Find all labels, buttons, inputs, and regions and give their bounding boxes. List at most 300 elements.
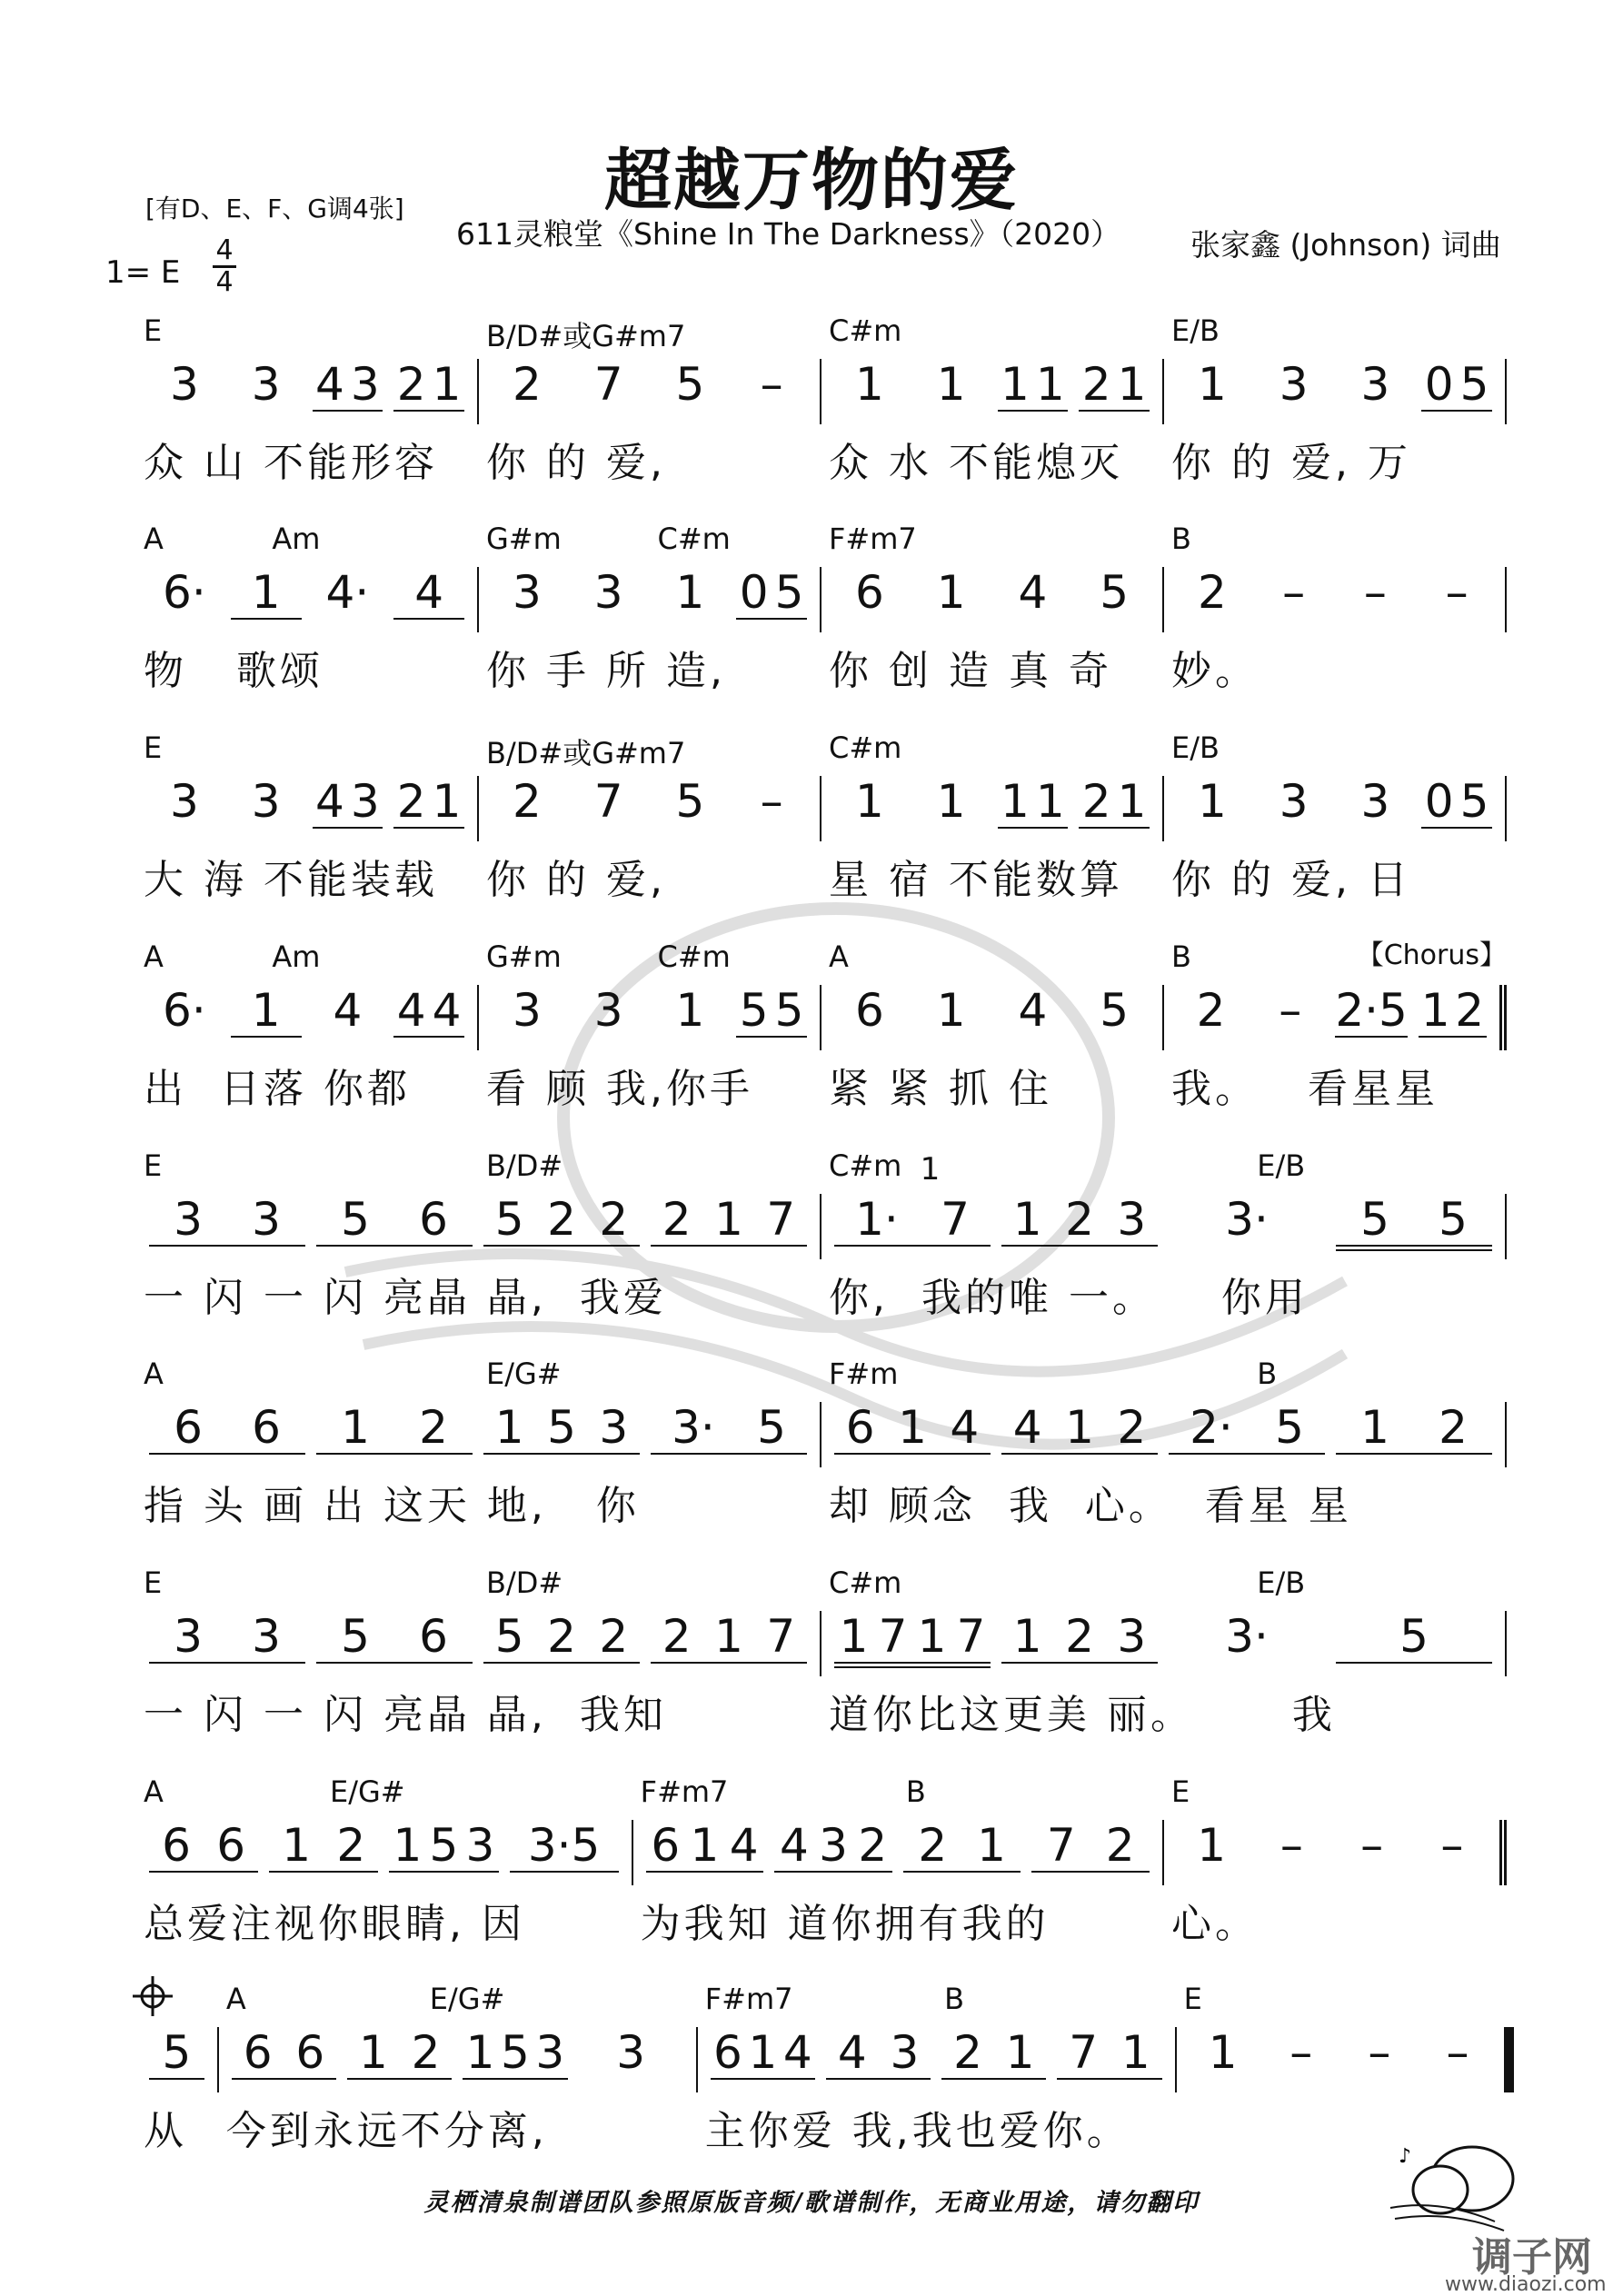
note: 6 <box>174 1401 203 1454</box>
lyric-text: 从 <box>144 2108 187 2154</box>
note-beat <box>916 776 987 827</box>
lyric-text: 你, 我的唯 一。 你用 <box>829 1275 1309 1321</box>
note: 3 <box>1360 358 1390 411</box>
note-beat <box>1419 985 1487 1038</box>
score-line <box>136 522 1507 712</box>
note-beat <box>492 776 563 827</box>
note: 2 <box>953 2026 982 2079</box>
note: 5 <box>1399 1610 1429 1663</box>
lyric-text: 你 的 爱, <box>486 857 666 903</box>
note: 1 <box>1005 2026 1035 2079</box>
chord-lane <box>479 731 821 770</box>
lyric-text: 紧 紧 抓 住 <box>829 1066 1052 1112</box>
note-beat <box>651 1611 807 1664</box>
chord-symbol: A <box>225 1982 246 2016</box>
chord-lane <box>1164 522 1507 558</box>
note: 4 <box>396 984 426 1037</box>
note: – <box>1289 2026 1313 2079</box>
note: 3 <box>169 358 199 411</box>
chord-lane <box>1164 1774 1507 1811</box>
note-beat <box>393 567 464 620</box>
note: 5 <box>675 775 705 828</box>
note-beat <box>651 1402 807 1455</box>
note: 1 <box>1120 2026 1150 2079</box>
note: 4 <box>1018 984 1048 1037</box>
note-beat <box>1079 359 1150 412</box>
note: 1 <box>1035 775 1065 828</box>
chord-lane <box>136 1982 219 2018</box>
measure <box>633 1774 1164 1965</box>
note: 7 <box>956 1610 986 1663</box>
measure <box>479 522 821 712</box>
chord-symbol: C#m <box>829 1148 902 1183</box>
lyric-text: 心。 <box>1171 1901 1259 1947</box>
lyric-text: 妙。 <box>1171 648 1259 694</box>
note-beat <box>916 985 987 1036</box>
note-beat <box>149 985 220 1036</box>
chord-symbol: B <box>1257 1357 1278 1391</box>
note-beat <box>573 359 644 410</box>
measure <box>821 939 1164 1130</box>
note: – <box>1363 566 1387 619</box>
lyric-text: 大 海 不能装载 <box>144 857 438 903</box>
note-beat <box>1340 567 1411 618</box>
note-beat <box>1177 567 1248 618</box>
note: 3 <box>252 1610 281 1663</box>
note: 7 <box>766 1193 796 1246</box>
note: 1 <box>854 775 884 828</box>
note: 7 <box>1046 1819 1076 1872</box>
note-beat <box>1259 776 1329 827</box>
note-beat <box>1031 1820 1150 1873</box>
note-beat <box>149 1820 258 1873</box>
chord-lane <box>1164 939 1507 976</box>
note-beat <box>1001 1402 1158 1455</box>
note-beat <box>1079 985 1150 1036</box>
time-bottom: 4 <box>215 266 234 298</box>
note: 4 <box>837 2026 867 2079</box>
note-beat <box>231 985 302 1038</box>
note-beat <box>1421 776 1492 829</box>
note: 3 <box>1117 1193 1147 1246</box>
note: 2 <box>1197 566 1227 619</box>
note-group-lane <box>219 2027 698 2092</box>
note-beat <box>736 567 807 620</box>
note: 3 <box>350 775 380 828</box>
measure <box>136 1565 821 1756</box>
note: 4 <box>315 775 344 828</box>
note-beat <box>313 359 383 412</box>
note-group-lane <box>136 776 479 841</box>
note: 1 <box>675 984 705 1037</box>
note: 1 <box>1001 775 1030 828</box>
chord-lane <box>821 1565 1507 1602</box>
note: 2 <box>599 1610 629 1663</box>
score-line <box>136 939 1507 1130</box>
lyric-text: 你 的 爱, 日 <box>1171 857 1411 903</box>
note: 1 <box>977 1819 1006 1872</box>
score-line <box>136 731 1507 921</box>
lyric-text: 物 歌颂 <box>144 648 324 694</box>
note-beat <box>231 776 302 827</box>
note-beat <box>347 2027 452 2080</box>
note-beat <box>231 359 302 410</box>
note: 2 <box>858 1819 888 1872</box>
note-beat <box>149 1402 305 1455</box>
note: 4 <box>333 984 363 1037</box>
note-beat <box>149 359 220 410</box>
note: – <box>1360 1819 1384 1872</box>
lyric-text: 道你比这更美 丽。 我 <box>829 1692 1336 1738</box>
note: 3 <box>535 2026 565 2079</box>
note: 5 <box>341 1193 370 1246</box>
measure <box>1164 1774 1507 1965</box>
chord-symbol: B <box>905 1774 926 1809</box>
chord-symbol: Am <box>272 939 321 974</box>
note: 6· <box>163 984 206 1037</box>
note: 1 <box>1001 358 1030 411</box>
note-beat <box>1336 1402 1492 1455</box>
note: 5 <box>739 984 769 1037</box>
chord-lane <box>136 939 479 976</box>
note-beat <box>1421 359 1492 412</box>
note: 6 <box>243 2026 273 2079</box>
note-beat <box>232 2027 336 2080</box>
note-beat <box>389 1820 498 1873</box>
note: 2 <box>1439 1401 1468 1454</box>
measure <box>136 1148 821 1339</box>
chord-symbol: E <box>1171 1774 1190 1809</box>
lyric-text: 你 的 爱, <box>486 440 666 486</box>
chord-symbol: C#m <box>829 313 902 348</box>
note: 1 <box>936 358 966 411</box>
note: 3 <box>465 1819 495 1872</box>
note-beat <box>655 985 726 1036</box>
measure <box>136 731 479 921</box>
note-beat <box>1424 2027 1491 2078</box>
note: 3 <box>616 2026 646 2079</box>
chord-lane <box>136 731 479 767</box>
chord-lane <box>1177 1982 1507 2018</box>
chord-symbol: G#m <box>486 939 562 974</box>
copyright-notice: 灵栖清泉制谱团队参照原版音频/歌谱制作，无商业用途，请勿翻印 <box>423 2189 1200 2217</box>
note: 2 <box>1065 1193 1094 1246</box>
note-beat <box>1001 1611 1158 1664</box>
lyric-text: 主你爱 我,我也爱你。 <box>704 2108 1130 2154</box>
note-beat <box>1335 985 1408 1038</box>
note-group-lane <box>633 1820 1164 1885</box>
note: 2 <box>1105 1819 1135 1872</box>
note-group-lane <box>821 567 1164 632</box>
chord-symbol: E/B <box>1257 1565 1306 1600</box>
note: 1 <box>465 2026 495 2079</box>
chord-lane <box>821 522 1164 558</box>
lyric-text: 众 水 不能熄灭 <box>829 440 1123 486</box>
chord-symbol: F#m <box>829 1357 899 1391</box>
note: – <box>1279 1819 1303 1872</box>
note-beat <box>492 359 563 410</box>
note-beat <box>774 1820 892 1873</box>
measure <box>136 313 479 504</box>
chord-symbol: C#m <box>657 939 731 974</box>
measure <box>136 939 479 1130</box>
note: 1 <box>936 566 966 619</box>
note-beat <box>316 1402 473 1455</box>
note-beat <box>1259 359 1329 410</box>
note: 5 <box>341 1610 370 1663</box>
note-beat <box>736 359 807 410</box>
note-beat <box>1001 1194 1158 1247</box>
note-group-lane <box>1177 2027 1507 2092</box>
note: 4 <box>1012 1401 1042 1454</box>
note-beat <box>903 1820 1021 1873</box>
note-beat <box>1079 567 1150 618</box>
note: – <box>1445 566 1469 619</box>
note: 4 <box>950 1401 980 1454</box>
chord-symbol: B <box>1171 522 1191 556</box>
note-beat <box>1190 2027 1257 2078</box>
note: 3 <box>174 1193 203 1246</box>
note-beat <box>736 985 807 1038</box>
measure <box>821 1565 1507 1756</box>
chord-symbol: G#m <box>486 522 562 556</box>
note-beat <box>834 1611 991 1668</box>
note: 4 <box>414 566 444 619</box>
note-beat <box>483 1194 640 1247</box>
measure <box>136 1982 219 2172</box>
chord-lane <box>479 939 821 976</box>
note: 1 <box>1012 1610 1042 1663</box>
chord-symbol: F#m7 <box>829 522 917 556</box>
note: 3· <box>1225 1193 1269 1246</box>
note: 5 <box>500 2026 530 2079</box>
chord-symbol: B/D#或G#m7 <box>486 736 686 770</box>
note-beat <box>655 359 726 410</box>
note-beat <box>1346 2027 1413 2078</box>
note: 1 <box>1360 1401 1389 1454</box>
note-beat <box>510 1820 619 1873</box>
note: 6 <box>419 1193 448 1246</box>
note: 7 <box>593 358 623 411</box>
note: 1 <box>282 1819 312 1872</box>
measure <box>479 939 821 1130</box>
note: 1 <box>1197 775 1227 828</box>
score-line <box>136 1357 1507 1547</box>
note-beat <box>573 985 644 1036</box>
note-group-lane <box>136 1611 821 1676</box>
chord-symbol: E <box>144 1148 163 1183</box>
note: 6 <box>252 1401 281 1454</box>
note: 2 <box>1081 775 1111 828</box>
chord-symbol: B/D# <box>486 1148 563 1183</box>
note: 3 <box>174 1610 203 1663</box>
note-group-lane <box>136 985 479 1050</box>
note-group-lane <box>136 1820 633 1885</box>
note: 1 <box>393 1819 423 1872</box>
note: 4 <box>1018 566 1048 619</box>
note: 6 <box>419 1610 448 1663</box>
note: 1 <box>714 1193 743 1246</box>
chord-lane <box>136 1565 821 1602</box>
note: 7 <box>941 1193 970 1246</box>
note-beat <box>231 567 302 620</box>
note: – <box>1446 2026 1469 2079</box>
note-beat <box>393 985 464 1038</box>
chord-symbol: E/G# <box>486 1357 562 1391</box>
note-beat <box>711 2027 815 2080</box>
note-beat <box>834 985 905 1036</box>
chord-symbol: E/G# <box>329 1774 405 1809</box>
note-beat <box>313 776 383 829</box>
chord-symbol: E/B <box>1171 313 1220 348</box>
note-beat <box>651 1194 807 1247</box>
note: 7 <box>593 775 623 828</box>
note: 5 <box>774 984 804 1037</box>
note: 3·5 <box>527 1819 601 1872</box>
note: 1 <box>1117 775 1147 828</box>
note-beat <box>655 567 726 618</box>
note: 1 <box>854 358 884 411</box>
note-beat <box>313 985 383 1036</box>
note-group-lane <box>136 2027 219 2092</box>
chord-lane <box>479 313 821 353</box>
note-beat <box>149 567 220 618</box>
note-beat <box>834 776 905 827</box>
note-beat <box>998 359 1069 412</box>
chorus-label: 【Chorus】 <box>1356 939 1507 971</box>
chord-lane <box>1164 731 1507 767</box>
note: 2 <box>1455 984 1485 1037</box>
note-beat <box>492 567 563 618</box>
note: 3 <box>512 566 542 619</box>
note-beat <box>834 1402 991 1455</box>
note: 4 <box>315 358 344 411</box>
note: 2 <box>1117 1401 1147 1454</box>
chord-symbol: E/B <box>1171 731 1220 765</box>
note-beat <box>1256 985 1324 1036</box>
note: – <box>1279 984 1302 1037</box>
note: 5 <box>1439 1193 1468 1246</box>
note: 1 <box>839 1610 869 1663</box>
note: 3 <box>512 984 542 1037</box>
lyric-text: 今到永远不分离, <box>225 2108 548 2154</box>
lyric-text: 众 山 不能形容 <box>144 440 438 486</box>
lyric-text: 你 的 爱, 万 <box>1171 440 1411 486</box>
note: 3 <box>251 358 281 411</box>
song-title: 超越万物的爱 <box>604 142 1019 220</box>
note-beat <box>573 567 644 618</box>
note: – <box>1368 2026 1391 2079</box>
note: 1 <box>432 775 462 828</box>
measure <box>698 1982 1177 2172</box>
chord-lane <box>821 731 1164 767</box>
note: 3 <box>1279 775 1309 828</box>
note-beat <box>573 776 644 827</box>
key-signature: 1= E <box>105 254 181 291</box>
note: 1· <box>855 1193 899 1246</box>
chord-symbol: E <box>144 1565 163 1600</box>
note: 1 <box>917 1610 947 1663</box>
note: 1 <box>341 1401 370 1454</box>
note: 1 <box>714 1610 743 1663</box>
note: 0 <box>1424 775 1454 828</box>
chord-symbol: B/D# <box>486 1565 563 1600</box>
measure <box>479 731 821 921</box>
note: 1 <box>1420 984 1450 1037</box>
chord-lane <box>219 1982 698 2018</box>
note: 2 <box>512 775 542 828</box>
lyric-text: 总爱注视你眼睛, 因 <box>144 1901 525 1947</box>
note-beat <box>646 1820 764 1873</box>
note-group-lane <box>1164 1820 1507 1885</box>
chord-symbol: B/D#或G#m7 <box>486 319 686 353</box>
note-beat <box>834 567 905 618</box>
grace-note: 1 <box>920 1151 941 1188</box>
note: 3 <box>252 1193 281 1246</box>
note: 2 <box>918 1819 948 1872</box>
note: 5 <box>757 1401 786 1454</box>
note-group-lane <box>136 567 479 632</box>
note: 4 <box>782 2026 812 2079</box>
note-beat <box>1340 776 1411 827</box>
note-group-lane <box>821 1611 1507 1676</box>
lyric-text: 指 头 画 出 这天 地, 你 <box>144 1483 640 1529</box>
note: 5 <box>494 1193 524 1246</box>
note: 3 <box>593 984 623 1037</box>
note: 0 <box>739 566 769 619</box>
lyric-text: 为我知 道你拥有我的 <box>640 1901 1050 1947</box>
note: 2 <box>396 775 426 828</box>
note: 3 <box>1360 775 1390 828</box>
note: 6 <box>162 1819 191 1872</box>
note: 6 <box>651 1819 681 1872</box>
note-beat <box>483 1611 640 1664</box>
note: 3 <box>593 566 623 619</box>
note-beat <box>834 359 905 410</box>
measure <box>821 731 1164 921</box>
note-beat <box>655 776 726 827</box>
chord-lane <box>136 313 479 350</box>
lyric-text: 出 日落 你都 <box>144 1066 411 1112</box>
note: – <box>1282 566 1306 619</box>
chord-lane <box>821 313 1164 350</box>
note: 5 <box>1100 984 1130 1037</box>
note: 2 <box>662 1610 692 1663</box>
note-group-lane <box>821 1402 1507 1467</box>
chord-symbol: C#m <box>829 731 902 765</box>
chord-symbol: E <box>1183 1982 1202 2016</box>
chord-symbol: A <box>144 939 164 974</box>
note: 6 <box>216 1819 246 1872</box>
note: 6 <box>295 2026 325 2079</box>
note-beat <box>579 2027 683 2078</box>
note: 6· <box>163 566 206 619</box>
note-group-lane <box>821 776 1164 841</box>
note: 5 <box>429 1819 459 1872</box>
chord-lane <box>821 1357 1507 1393</box>
note: 1 <box>1035 358 1065 411</box>
note: – <box>1440 1819 1464 1872</box>
site-watermark: 调子网 <box>1472 2234 1592 2281</box>
note-beat <box>1336 1194 1492 1251</box>
lyric-text: 看 顾 我,你手 <box>486 1066 753 1112</box>
note: 6 <box>854 984 884 1037</box>
note: 2 <box>336 1819 366 1872</box>
note: 6 <box>845 1401 875 1454</box>
note-beat <box>1268 2027 1335 2078</box>
author-credit: 张家鑫 (Johnson) 词曲 <box>1190 227 1501 263</box>
note: 5 <box>675 358 705 411</box>
